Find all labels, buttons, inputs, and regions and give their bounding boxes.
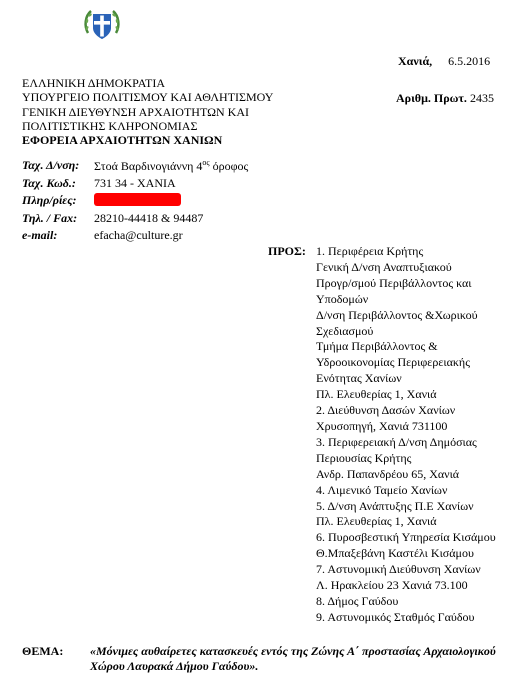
recipient-line: 1. Περιφέρεια Κρήτης [316, 244, 424, 258]
recipient-line: Ενότητας Χανίων [316, 371, 402, 386]
recipient-line: 4. Λιμενικό Ταμείο Χανίων [316, 482, 448, 497]
subject-line: «Μόνιμες αυθαίρετες κατασκευές εντός της Ζώνης Α΄ προστασίας Αρχαιολογικού [90, 644, 496, 658]
pros-label: ΠΡΟΣ: [268, 244, 306, 258]
recipient-line: Χρυσοπηγή, Χανιά 731100 [316, 418, 448, 433]
recipient-line: Σχεδιασμού [316, 323, 374, 338]
address-label: Ταχ. Δ/νση: [22, 158, 80, 172]
header-line: ΓΕΝΙΚΗ ΔΙΕΥΘΥΝΣΗ ΑΡΧΑΙΟΤΗΤΩΝ ΚΑΙ [22, 104, 249, 119]
subject-line: Χώρου Λαυρακά Δήμου Γαύδου». [90, 659, 259, 673]
recipient-line: Θ.Μπαξεβάνη Καστέλι Κισάμου [316, 546, 474, 561]
phone-value: 28210-44418 & 94487 [94, 210, 204, 225]
info-label: Πληρ/ρίες: [22, 193, 77, 207]
recipient-line: Περιουσίας Κρήτης [316, 450, 412, 465]
recipients-list [316, 244, 496, 626]
ephorate-name: ΕΦΟΡΕΙΑ ΑΡΧΑΙΟΤΗΤΩΝ ΧΑΝΙΩΝ [22, 133, 223, 148]
recipient-line: Τμήμα Περιβάλλοντος & [316, 339, 438, 354]
recipient-line: Πλ. Ελευθερίας 1, Χανιά [316, 514, 437, 529]
email-value[interactable]: efacha@culture.gr [94, 228, 183, 242]
header-line: ΠΟΛΙΤΙΣΤΙΚΗΣ ΚΛΗΡΟΝΟΜΙΑΣ [22, 118, 198, 133]
recipient-line: 5. Δ/νση Ανάπτυξης Π.Ε Χανίων [316, 498, 474, 513]
recipient-line: Λ. Ηρακλείου 23 Χανιά 73.100 [316, 578, 468, 593]
address-value: Στοά Βαρδινογιάννη $4^{o\varsigma}$ όροφος [94, 158, 249, 173]
date: 6.5.2016 [448, 54, 491, 68]
email-label: e-mail: [22, 228, 58, 242]
recipient-line: 6. Πυροσβεστική Υπηρεσία Κισάμου [316, 530, 496, 545]
greek-emblem-icon [82, 6, 122, 46]
recipient-line: Γενική Δ/νση Αναπτυξιακού [316, 259, 452, 274]
redaction-box [94, 193, 181, 206]
recipient-line: 8. Δήμος Γαύδου [316, 593, 399, 608]
place: Χανιά, [398, 54, 433, 68]
protocol-number [396, 91, 494, 106]
authority-header [22, 76, 273, 147]
recipient-line: Υποδομών [316, 291, 369, 306]
protocol-label: Αριθμ. Πρωτ. [396, 91, 467, 105]
recipient-line: Υδροοικονομίας Περιφερειακής [316, 355, 470, 370]
phone-label: Τηλ. / Fax: [22, 210, 78, 225]
recipient-line: Προγρ/σμού Περιβάλλοντος και [316, 275, 472, 290]
header-line: ΕΛΛΗΝΙΚΗ ΔΗΜΟΚΡΑΤΙΑ [22, 76, 166, 90]
subject-label: ΘΕΜΑ: [22, 644, 64, 658]
recipient-line: Πλ. Ελευθερίας 1, Χανιά [316, 387, 437, 402]
postcode-label: Ταχ. Κωδ.: [22, 175, 76, 190]
recipient-line: 2. Διεύθυνση Δασών Χανίων [316, 403, 456, 418]
protocol-value: 2435 [469, 91, 494, 105]
recipient-line: 7. Αστυνομική Διεύθυνση Χανίων [316, 562, 481, 577]
recipient-line: 9. Αστυνομικός Σταθμός Γαύδου [316, 609, 475, 624]
recipient-line: 3. Περιφερειακή Δ/νση Δημόσιας [316, 434, 477, 449]
recipient-line: Ανδρ. Παπανδρέου 65, Χανιά [316, 466, 460, 481]
header-line: ΥΠΟΥΡΓΕΙΟ ΠΟΛΙΤΙΣΜΟΥ ΚΑΙ ΑΘΛΗΤΙΣΜΟΥ [22, 90, 274, 105]
subject-text [90, 644, 510, 674]
postcode-value: 731 34 - ΧΑΝΙΑ [94, 175, 176, 190]
recipient-line: Δ/νση Περιβάλλοντος &Χωρικού [316, 307, 478, 322]
place-date [398, 54, 490, 69]
